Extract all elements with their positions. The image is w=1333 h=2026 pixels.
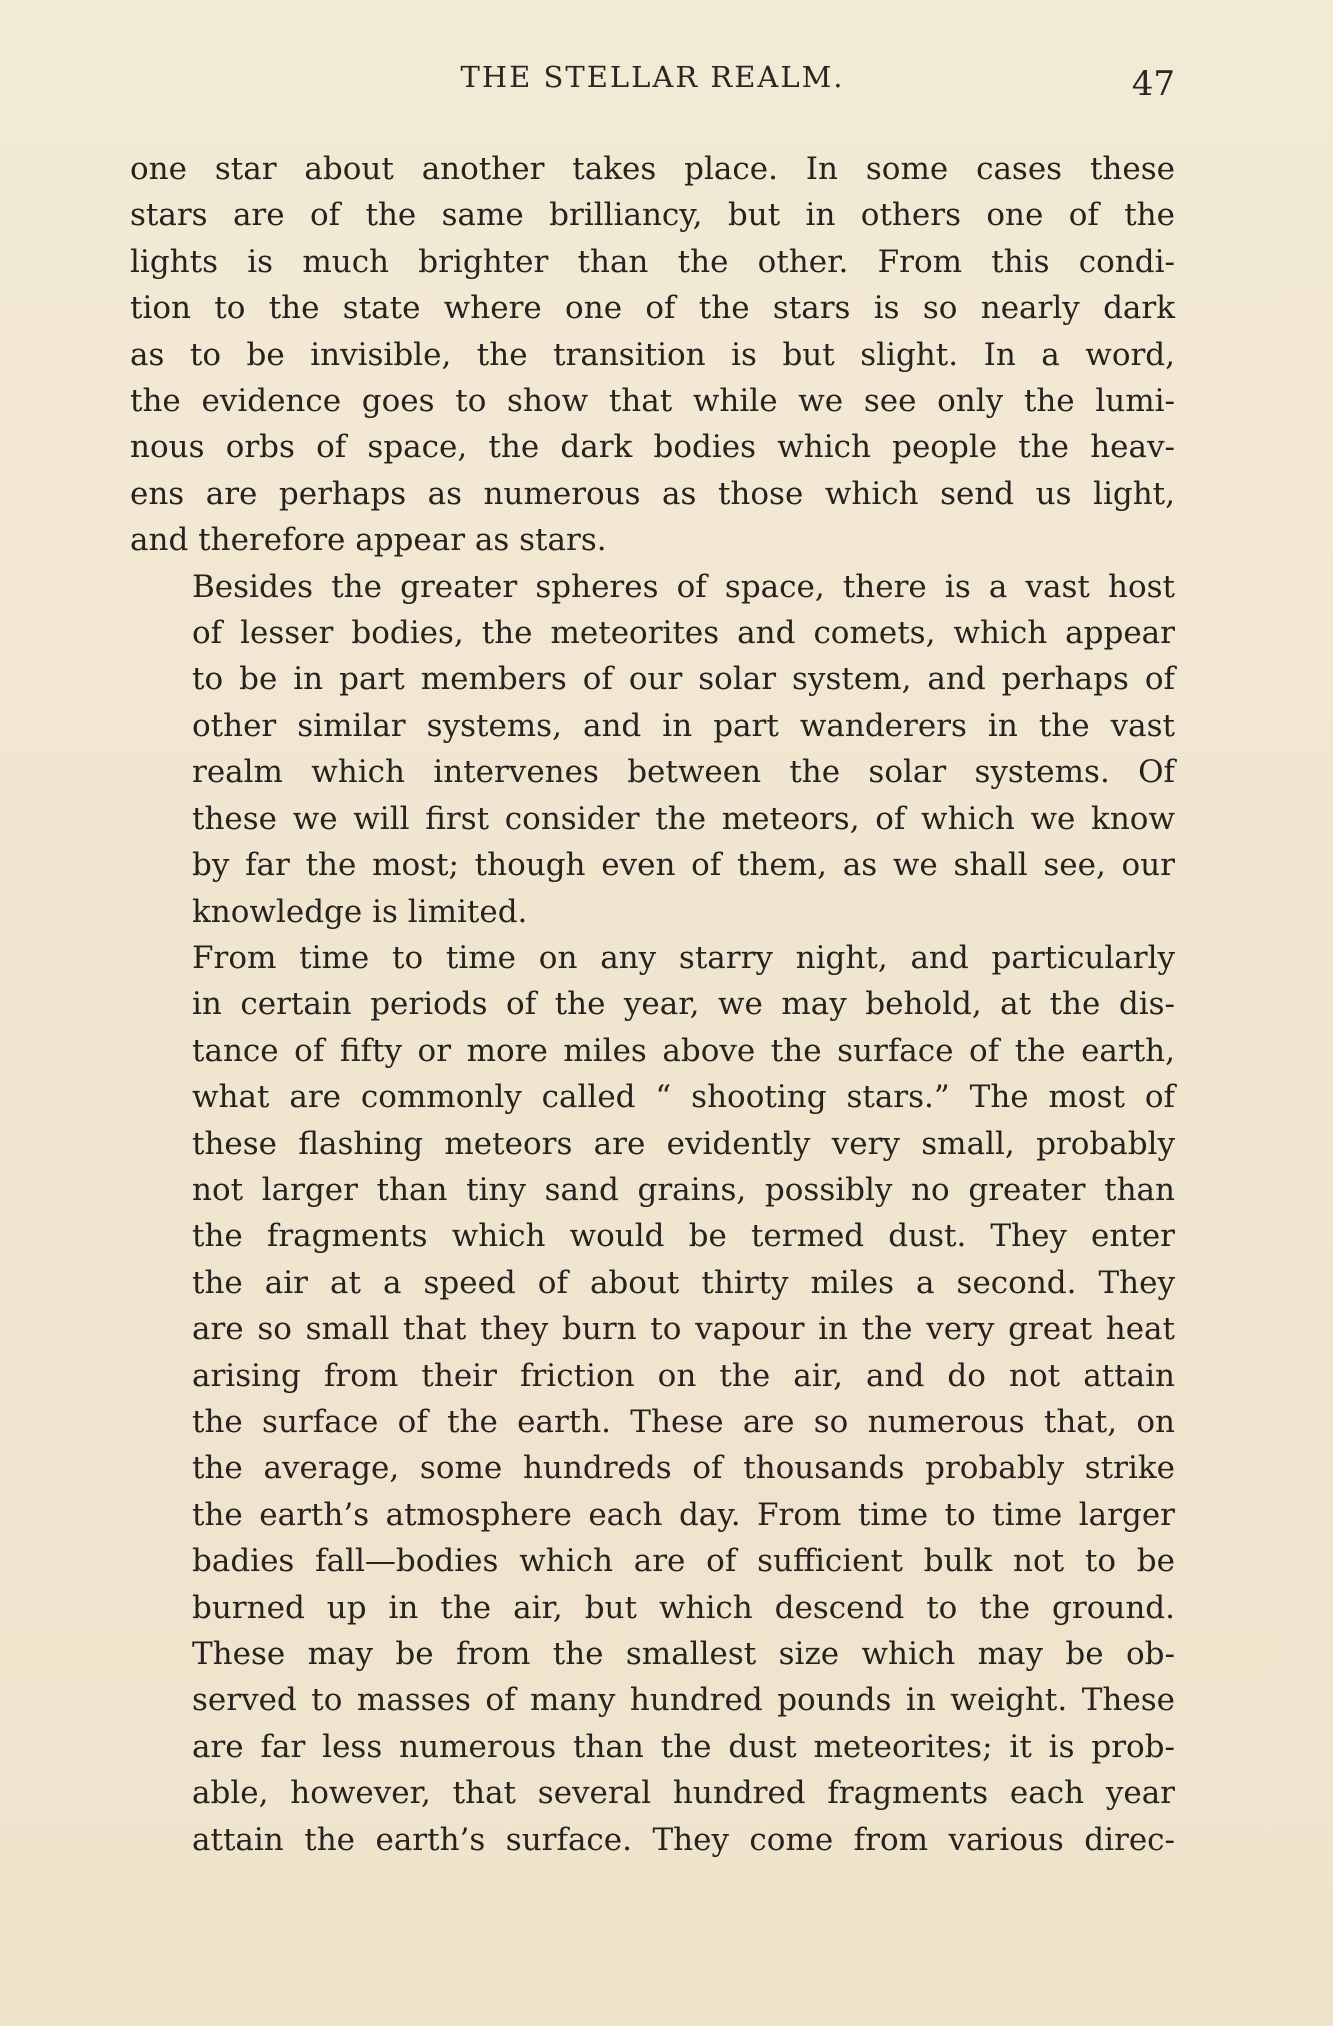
text-line: the air at a speed of about thirty miles a second. They bbox=[192, 1264, 1175, 1301]
text-line: by far the most; though even of them, as we shall see, our bbox=[192, 847, 1175, 884]
text-line: these flashing meteors are evidently very small, probably bbox=[192, 1125, 1175, 1162]
text-line: the fragments which would be termed dust. They enter bbox=[192, 1218, 1175, 1255]
text-line: are so small that they burn to vapour in the very great heat bbox=[192, 1311, 1175, 1348]
text-line: served to masses of many hundred pounds in weight. These bbox=[192, 1682, 1175, 1719]
paragraph-2 bbox=[130, 564, 1175, 935]
text-line: the earth’s atmosphere each day. From time to time larger bbox=[192, 1496, 1175, 1533]
page-number: 47 bbox=[1131, 64, 1175, 104]
text-line: tance of fifty or more miles above the surface of the earth, bbox=[192, 1032, 1175, 1069]
text-line: to be in part members of our solar system, and perhaps of bbox=[192, 661, 1175, 698]
text-line: the evidence goes to show that while we see only the lumi- bbox=[130, 383, 1175, 420]
text-line: are far less numerous than the dust meteorites; it is prob- bbox=[192, 1728, 1175, 1765]
body-text bbox=[130, 146, 1175, 1863]
text-line: These may be from the smallest size which may be ob- bbox=[192, 1636, 1175, 1672]
running-head bbox=[130, 60, 1175, 110]
text-line: From time to time on any starry night, and particularly bbox=[192, 939, 1175, 976]
text-line: of lesser bodies, the meteorites and comets, which appear bbox=[192, 615, 1175, 652]
text-line: the surface of the earth. These are so numerous that, on bbox=[192, 1403, 1175, 1440]
text-line: in certain periods of the year, we may behold, at the dis- bbox=[192, 986, 1175, 1023]
text-line: tion to the state where one of the stars is so nearly dark bbox=[130, 290, 1175, 327]
text-line: lights is much brighter than the other. From this condi- bbox=[130, 243, 1175, 280]
text-line: able, however, that several hundred fragments each year bbox=[192, 1775, 1175, 1812]
text-line: Besides the greater spheres of space, there is a vast host bbox=[192, 568, 1175, 605]
paragraph-1 bbox=[130, 146, 1175, 564]
text-line: knowledge is limited. bbox=[192, 893, 528, 930]
text-line: ens are perhaps as numerous as those which send us light, bbox=[130, 475, 1175, 512]
text-line: attain the earth’s surface. They come from various direc- bbox=[192, 1821, 1175, 1858]
text-line: realm which intervenes between the solar systems. Of bbox=[192, 754, 1175, 791]
text-line: stars are of the same brilliancy, but in others one of the bbox=[130, 197, 1175, 234]
paragraph-3 bbox=[130, 935, 1175, 1863]
text-line: the average, some hundreds of thousands probably strike bbox=[192, 1450, 1175, 1487]
text-line: these we will first consider the meteors, of which we know bbox=[192, 800, 1175, 837]
text-line: and therefore appear as stars. bbox=[130, 522, 607, 559]
text-line: burned up in the air, but which descend to the ground. bbox=[192, 1589, 1175, 1626]
running-title: THE STELLAR REALM. bbox=[460, 60, 845, 94]
text-line: nous orbs of space, the dark bodies which people the heav- bbox=[130, 429, 1175, 466]
text-line: other similar systems, and in part wanderers in the vast bbox=[192, 707, 1175, 744]
text-line: what are commonly called “ shooting stars.” The most of bbox=[192, 1079, 1175, 1116]
text-line: one star about another takes place. In some cases these bbox=[130, 151, 1175, 187]
text-line: arising from their friction on the air, and do not attain bbox=[192, 1357, 1175, 1394]
text-line: not larger than tiny sand grains, possibly no greater than bbox=[192, 1171, 1175, 1208]
text-line: badies fall—bodies which are of sufficient bulk not to be bbox=[192, 1543, 1175, 1580]
text-line: as to be invisible, the transition is but slight. In a word, bbox=[130, 336, 1175, 373]
